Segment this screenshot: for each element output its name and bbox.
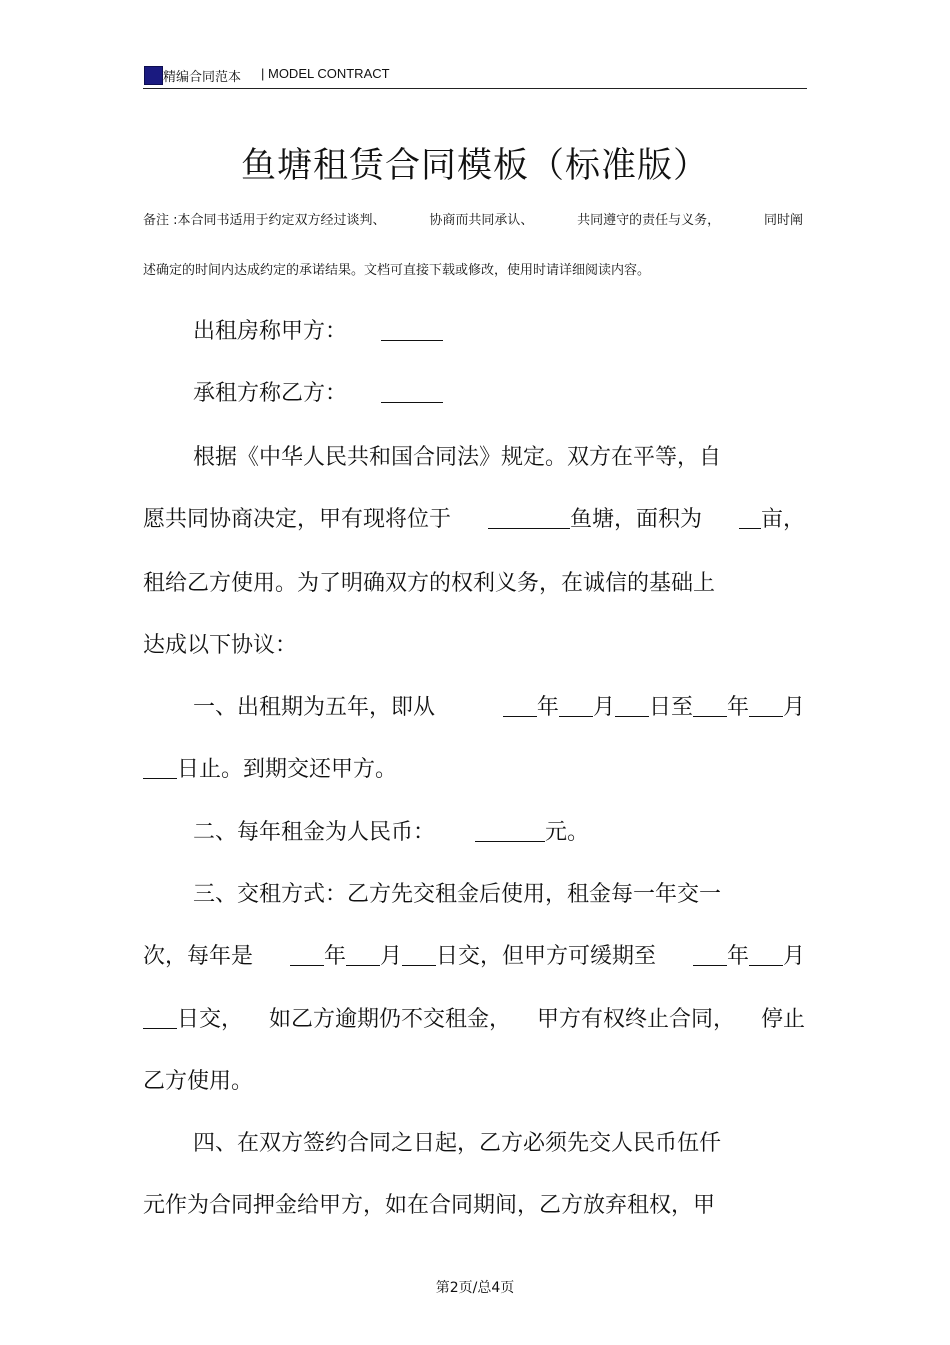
paragraph-1-line-1: 根据《中华人民共和国合同法》规定。双方在平等，自 (193, 445, 722, 470)
article-4-line-2: 元作为合同押金给甲方，如在合同期间，乙方放弃租权，甲 (143, 1193, 716, 1218)
text-segment: 停止 (760, 1007, 805, 1032)
paragraph-1-line-3: 租给乙方使用。为了明确双方的权利义务，在诚信的基础上 (143, 571, 716, 596)
article-3-line-3 (143, 1002, 805, 1033)
blank-field (381, 317, 443, 341)
article-1-line-1 (193, 690, 805, 721)
text-segment: 元。 (545, 820, 590, 845)
text-segment (739, 502, 805, 533)
date-segment: 年 月 日交，但甲方可缓期至 (290, 939, 656, 970)
text-segment: 亩， (760, 507, 805, 532)
note-part: 共同遵守的责任与义务， (577, 213, 721, 228)
blank-field (488, 505, 570, 529)
note-part: 备注 :本合同书适用于约定双方经过谈判、 (143, 213, 386, 228)
article-3-line-1: 三、交租方式：乙方先交租金后使用，租金每一年交一 (193, 882, 722, 907)
paragraph-1-line-4: 达成以下协议： (143, 633, 298, 658)
text-segment: 如乙方逾期仍不交租金， (268, 1007, 511, 1032)
logo-square-icon (144, 66, 163, 85)
header-brand: 精编合同范本 (163, 70, 242, 85)
note-line-2: 述确定的时间内达成约定的承诺结果。文档可直接下载或修改，使用时请详细阅读内容。 (143, 263, 651, 278)
article-4-line-1: 四、在双方签约合同之日起，乙方必须先交人民币伍仟 (193, 1131, 722, 1156)
paragraph-1-line-2 (143, 502, 805, 533)
note-line-1 (143, 209, 803, 228)
text-segment: 甲方有权终止合同， (536, 1007, 735, 1032)
blank-field (143, 755, 177, 779)
article-1-line-2 (143, 752, 397, 783)
blank-field (475, 818, 545, 842)
text-segment: 二、每年租金为人民币： (193, 820, 436, 845)
document-title: 鱼塘租赁合同模板（标准版） (240, 146, 709, 186)
party-b-line (193, 376, 443, 407)
blank-field (739, 505, 761, 529)
article-3-line-2 (143, 939, 805, 970)
article-2-line (193, 815, 589, 846)
page-number: 第2页/总4页 (435, 1280, 515, 1296)
text-segment: 一、出租期为五年，即从 (193, 695, 436, 720)
note-part: 同时阐 (763, 213, 803, 228)
page-header (143, 62, 807, 89)
date-segment: 年 月 (693, 939, 805, 970)
party-b-label: 承租方称乙方： (193, 381, 348, 406)
text-segment: 日交， (143, 1002, 243, 1033)
blank-field (381, 379, 443, 403)
header-model-contract: | MODEL CONTRACT (261, 66, 390, 81)
note-part: 协商而共同承认、 (429, 213, 534, 228)
party-a-line (193, 314, 443, 345)
date-range: 年 月 日至 年 月 (503, 690, 805, 721)
text-segment: 鱼塘，面积为 (569, 507, 702, 532)
article-3-line-4: 乙方使用。 (143, 1069, 254, 1094)
text-segment: 愿共同协商决定，甲有现将位于 (143, 507, 452, 532)
text-segment: 日止。到期交还甲方。 (177, 757, 398, 782)
text-segment: 次，每年是 (143, 944, 254, 969)
party-a-label: 出租房称甲方： (193, 319, 348, 344)
text-segment (488, 502, 702, 533)
